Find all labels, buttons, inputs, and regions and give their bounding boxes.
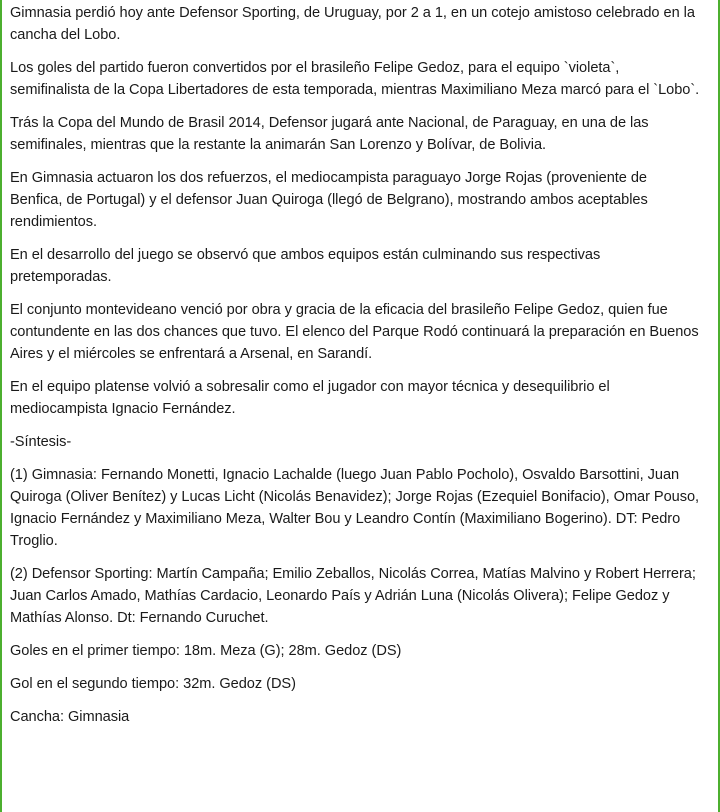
paragraph-goles-primer-tiempo: Goles en el primer tiempo: 18m. Meza (G); 28m. Gedoz (DS) (10, 643, 402, 659)
paragraph-pretemporada: En el desarrollo del juego se observó que ambos equipos están culminando sus respectivas pretemporadas. (10, 247, 601, 285)
paragraph-goals: Los goles del partido fueron convertidos por el brasileño Felipe Gedoz, para el equipo `violeta`, semifinalista de la Copa Libertadores de esta temporada, mientras Maximiliano Meza marcó para el `Lobo`. (10, 60, 700, 98)
paragraph-lineup-defensor: (2) Defensor Sporting: Martín Campaña; Emilio Zeballos, Nicolás Correa, Matías Malvino y Robert Herrera; Juan Carlos Amado, Mathías Cardacio, Leonardo País y Adrián Luna (Nicolás Olivera); Felipe Gedoz y Mathías Alonso. Dt: Fernando Curuchet. (10, 566, 696, 626)
article-body (10, 2, 702, 739)
paragraph-copa: Trás la Copa del Mundo de Brasil 2014, Defensor jugará ante Nacional, de Paraguay, en una de las semifinales, mientras que la restante la animarán San Lorenzo y Bolívar, de Bolivia. (10, 115, 649, 153)
paragraph-platense: En el equipo platense volvió a sobresalir como el jugador con mayor técnica y desequilibrio el mediocampista Ignacio Fernández. (10, 379, 610, 417)
paragraph-cancha: Cancha: Gimnasia (10, 709, 130, 725)
paragraph-lineup-gimnasia: (1) Gimnasia: Fernando Monetti, Ignacio Lachalde (luego Juan Pablo Pocholo), Osvaldo Barsottini, Juan Quiroga (Oliver Benítez) y Lucas Licht (Nicolás Benavidez); Jorge Rojas (Ezequiel Bonifacio), Omar Pouso, Ignacio Fernández y Maximiliano Meza, Walter Bou y Leandro Contín (Maximiliano Bogerino). DT: Pedro Troglio. (10, 467, 700, 549)
paragraph-sintesis-heading: -Síntesis- (10, 434, 72, 450)
paragraph-refuerzos: En Gimnasia actuaron los dos refuerzos, el mediocampista paraguayo Jorge Rojas (proveniente de Benfica, de Portugal) y el defensor Juan Quiroga (llegó de Belgrano), mostrando ambos aceptables rendimientos. (10, 170, 648, 230)
paragraph-montevideano: El conjunto montevideano venció por obra y gracia de la eficacia del brasileño Felipe Gedoz, quien fue contundente en las dos chances que tuvo. El elenco del Parque Rodó continuará la preparación en Buenos Aires y el miércoles se enfrentará a Arsenal, en Sarandí. (10, 302, 699, 362)
paragraph-lead: Gimnasia perdió hoy ante Defensor Sporting, de Uruguay, por 2 a 1, en un cotejo amistoso celebrado en la cancha del Lobo. (10, 5, 695, 43)
left-border (0, 0, 2, 812)
paragraph-gol-segundo-tiempo: Gol en el segundo tiempo: 32m. Gedoz (DS) (10, 676, 296, 692)
